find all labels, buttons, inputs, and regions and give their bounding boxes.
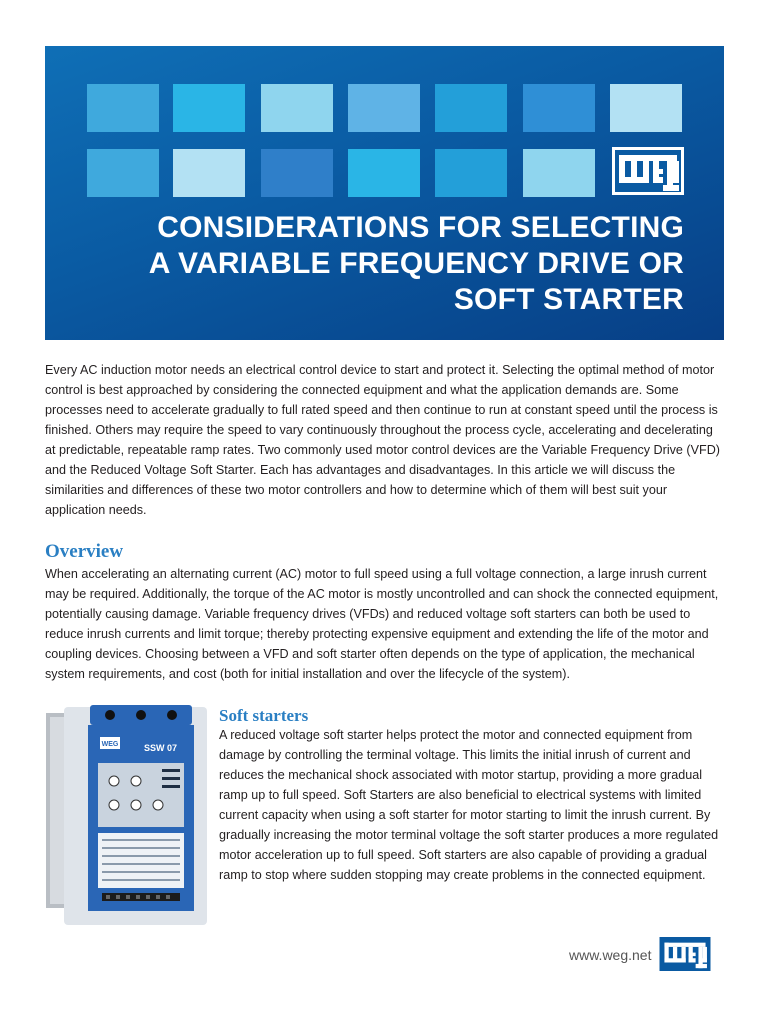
banner-tile bbox=[87, 149, 159, 197]
document-title bbox=[64, 210, 684, 318]
banner-tile bbox=[435, 149, 507, 197]
device-model-label: SSW 07 bbox=[144, 743, 178, 753]
soft-starter-image bbox=[44, 703, 209, 928]
overview-heading: Overview bbox=[45, 541, 124, 562]
banner-tile bbox=[261, 149, 333, 197]
banner-tile bbox=[435, 84, 507, 132]
soft-starters-paragraph: A reduced voltage soft starter helps protect the motor and connected equipment from damage by controlling the terminal voltage. This limits the initial inrush of current and reduces the mechanical shock associated with motor startup, providing a more gradual ramp up to full speed. Soft Starters are also beneficial to electrical systems with limited current capacity when using a soft starter for motor starting to limit the inrush current. By gradually increasing the motor terminal voltage the soft starter produces a more regulated motor acceleration up to full speed. Soft starters are also capable of providing a gradual ramp to stop where sudden stopping may create problems in the connected equipment. bbox=[219, 728, 719, 882]
weg-logo bbox=[612, 147, 684, 195]
title-line: CONSIDERATIONS FOR SELECTING bbox=[157, 211, 684, 244]
banner-tile bbox=[348, 149, 420, 197]
banner-tile bbox=[87, 84, 159, 132]
banner-tile bbox=[523, 84, 595, 132]
banner-tile bbox=[261, 84, 333, 132]
intro-paragraph: Every AC induction motor needs an electrical control device to start and protect it. Selecting the optimal method of motor control is best approached by considering the connected equipment and what the application demands are. Some processes need to accelerate gradually to full rated speed and then continue to run at constant speed until the process is finished. Others may require the speed to vary continuously throughout the process cycle, accelerating and decelerating at predictable, repeatable ramp rates. Two commonly used motor control devices are the Variable Frequency Drive (VFD) and the Reduced Voltage Soft Starter. Each has advantages and disadvantages. In this article we will discuss the similarities and differences of these two motor controllers and how to determine which of them will best suit your application needs. bbox=[45, 363, 721, 517]
header-banner bbox=[45, 46, 724, 340]
soft-starters-heading: Soft starters bbox=[219, 706, 309, 725]
banner-tile bbox=[173, 149, 245, 197]
title-line: SOFT STARTER bbox=[453, 283, 684, 316]
overview-paragraph: When accelerating an alternating current (AC) motor to full speed using a full voltage connection, a large inrush current may be required. Additionally, the torque of the AC motor is mostly uncontrolled and can shock the connected equipment, potentially causing damage. Variable frequency drives (VFDs) and reduced voltage soft starters can both be used to reduce inrush currents and limit torque; thereby protecting expensive equipment and extending the life of the motor and coupling devices. Choosing between a VFD and soft starter often depends on the type of application, the mechanical system requirements, and cost (both for initial installation and over the lifecycle of the system). bbox=[45, 567, 719, 681]
weg-logo-footer bbox=[658, 937, 712, 971]
banner-tile bbox=[348, 84, 420, 132]
website-link[interactable]: www.weg.net bbox=[569, 947, 652, 963]
banner-tile bbox=[610, 84, 682, 132]
title-line: A VARIABLE FREQUENCY DRIVE OR bbox=[148, 247, 684, 280]
banner-tile bbox=[523, 149, 595, 197]
banner-tile bbox=[173, 84, 245, 132]
device-brand: WEG bbox=[101, 741, 119, 748]
